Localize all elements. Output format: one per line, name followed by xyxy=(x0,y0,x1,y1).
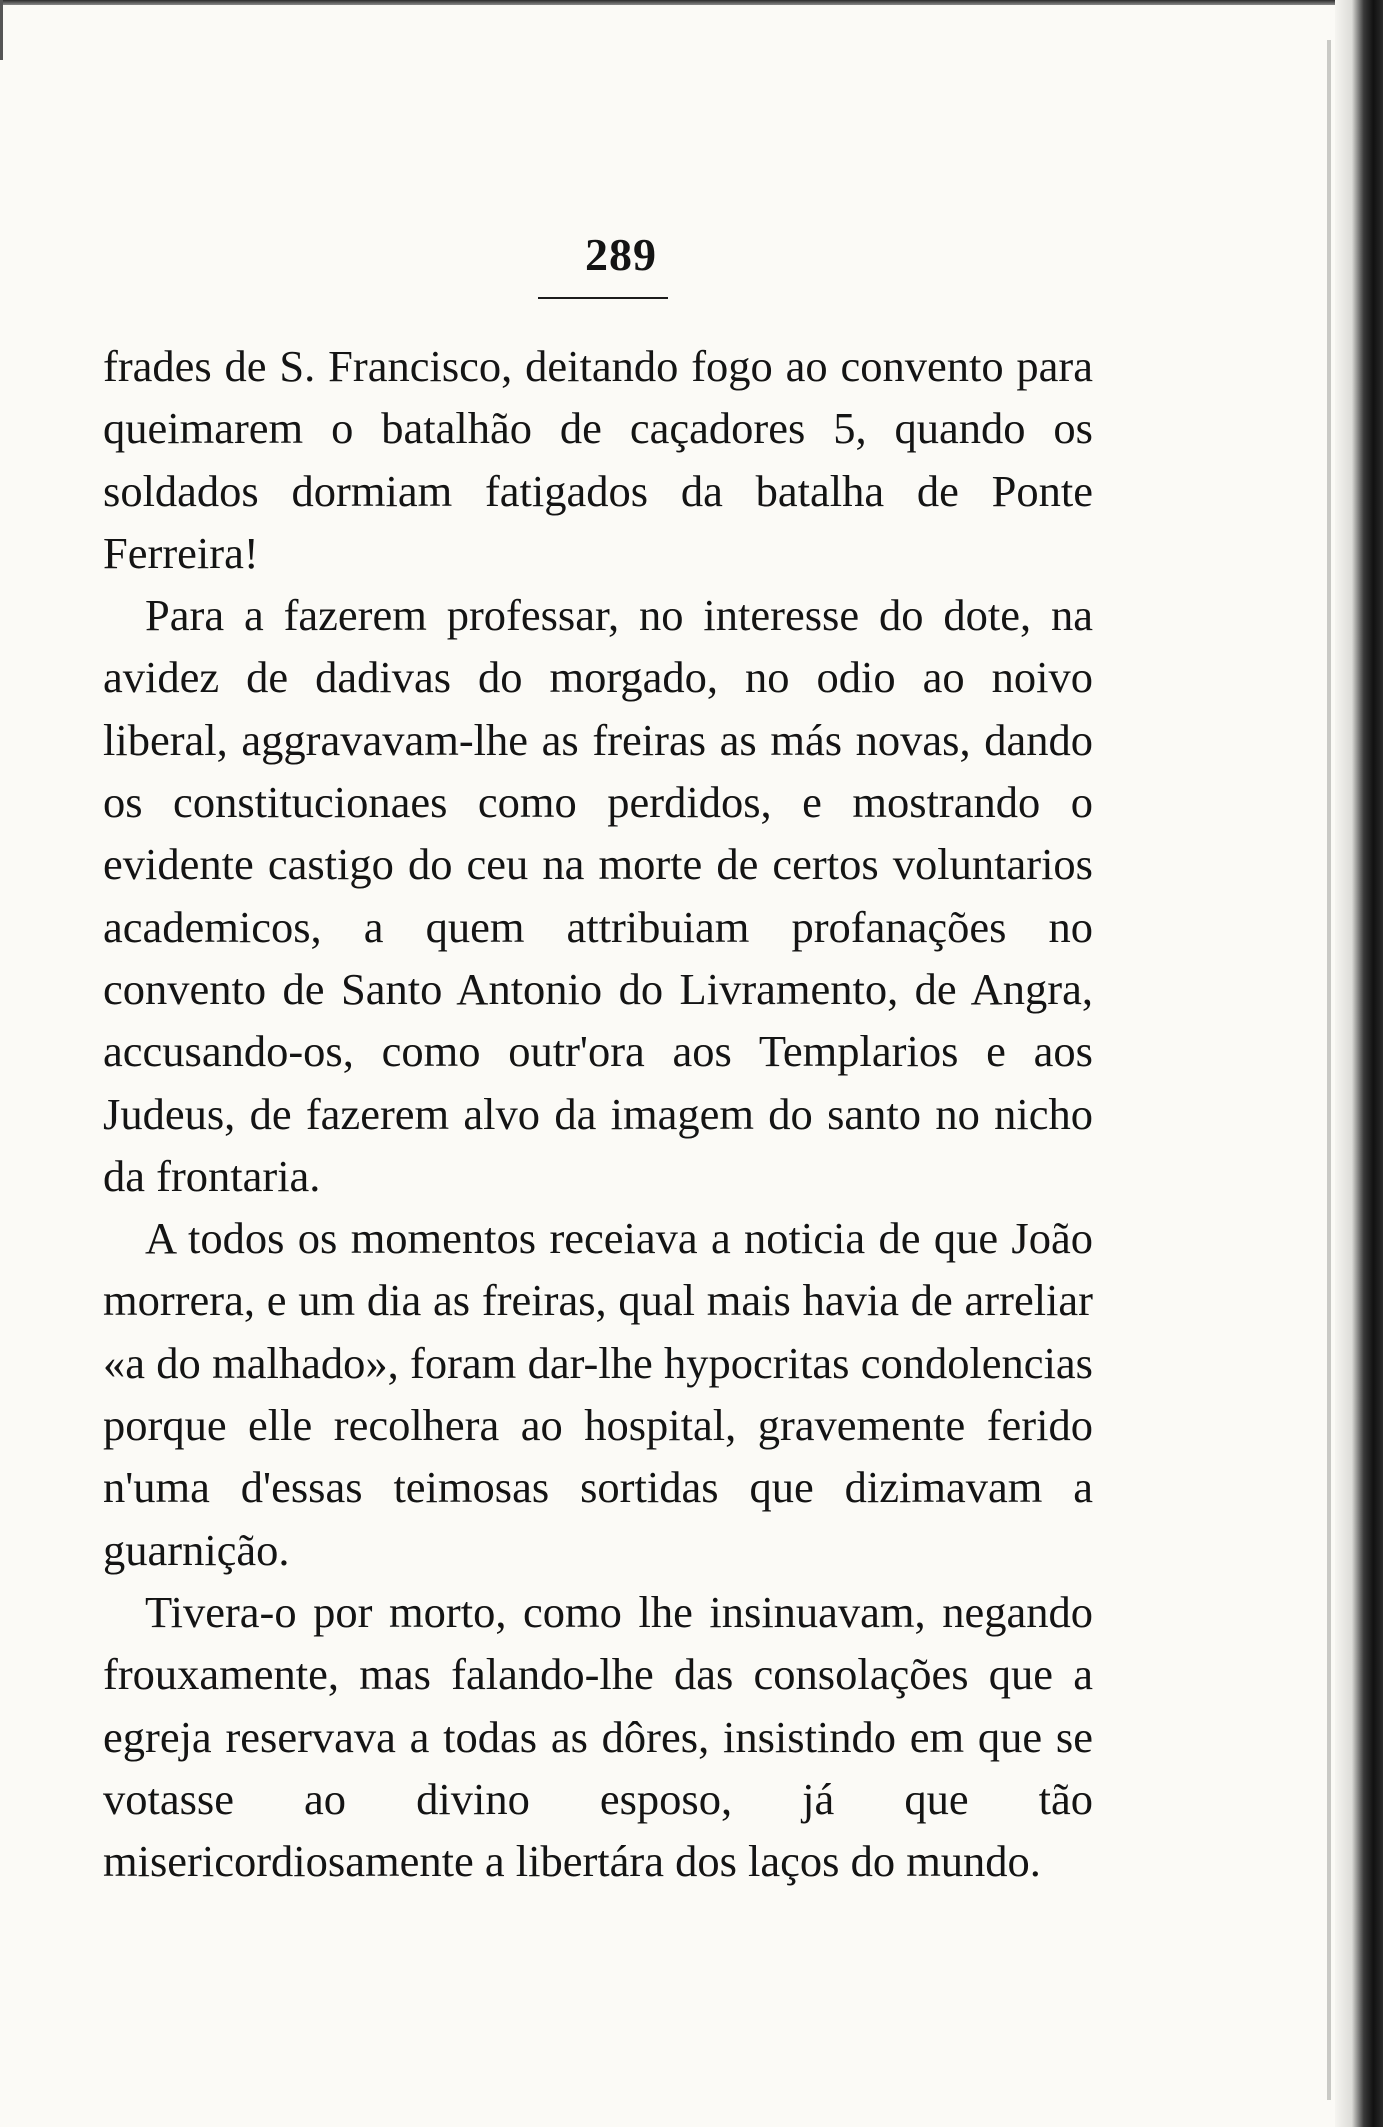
paragraph-4: Tivera-o por morto, como lhe insinuavam, negando frouxamente, mas falando-lhe das consolações que a egreja reservava a todas as dôres, insistindo em que se votasse ao divino esposo, já que tão misericordiosamente a libertára dos laços do mundo. xyxy=(103,1586,1093,1887)
paragraph-1: frades de S. Francisco, deitando fogo ao convento para queimarem o batalhão de caçadores 5, quando os soldados dormiam fatigados da batalha de Ponte Ferreira! xyxy=(103,341,1093,578)
scan-binding-line xyxy=(1327,40,1331,2100)
paragraph-3: A todos os momentos receiava a noticia de que João morrera, e um dia as freiras, qual mais havia de arreliar «a do malhado», foram dar-lhe hypocritas condolencias porque elle recolhera ao hospital, gravemente ferido n'uma d'essas teimosas sortidas que dizimavam a guarnição. xyxy=(103,1213,1093,1575)
body-text xyxy=(103,335,1093,1892)
scan-right-edge xyxy=(1335,0,1383,2127)
page-number: 289 xyxy=(585,229,657,280)
scan-top-edge xyxy=(0,0,1383,5)
header-rule xyxy=(538,297,668,299)
scan-left-edge xyxy=(0,0,3,60)
paragraph-2: Para a fazerem professar, no interesse do dote, na avidez de dadivas do morgado, no odio ao noivo liberal, aggravavam-lhe as freiras as más novas, dando os constitucionaes como perdidos, e mostrando o evidente castigo do ceu na morte de certos voluntarios academicos, a quem attribuiam profanações no convento de Santo Antonio do Livramento, de Angra, accusando-os, como outr'ora aos Templarios e aos Judeus, de fazerem alvo da imagem do santo no nicho da frontaria. xyxy=(103,590,1093,1201)
